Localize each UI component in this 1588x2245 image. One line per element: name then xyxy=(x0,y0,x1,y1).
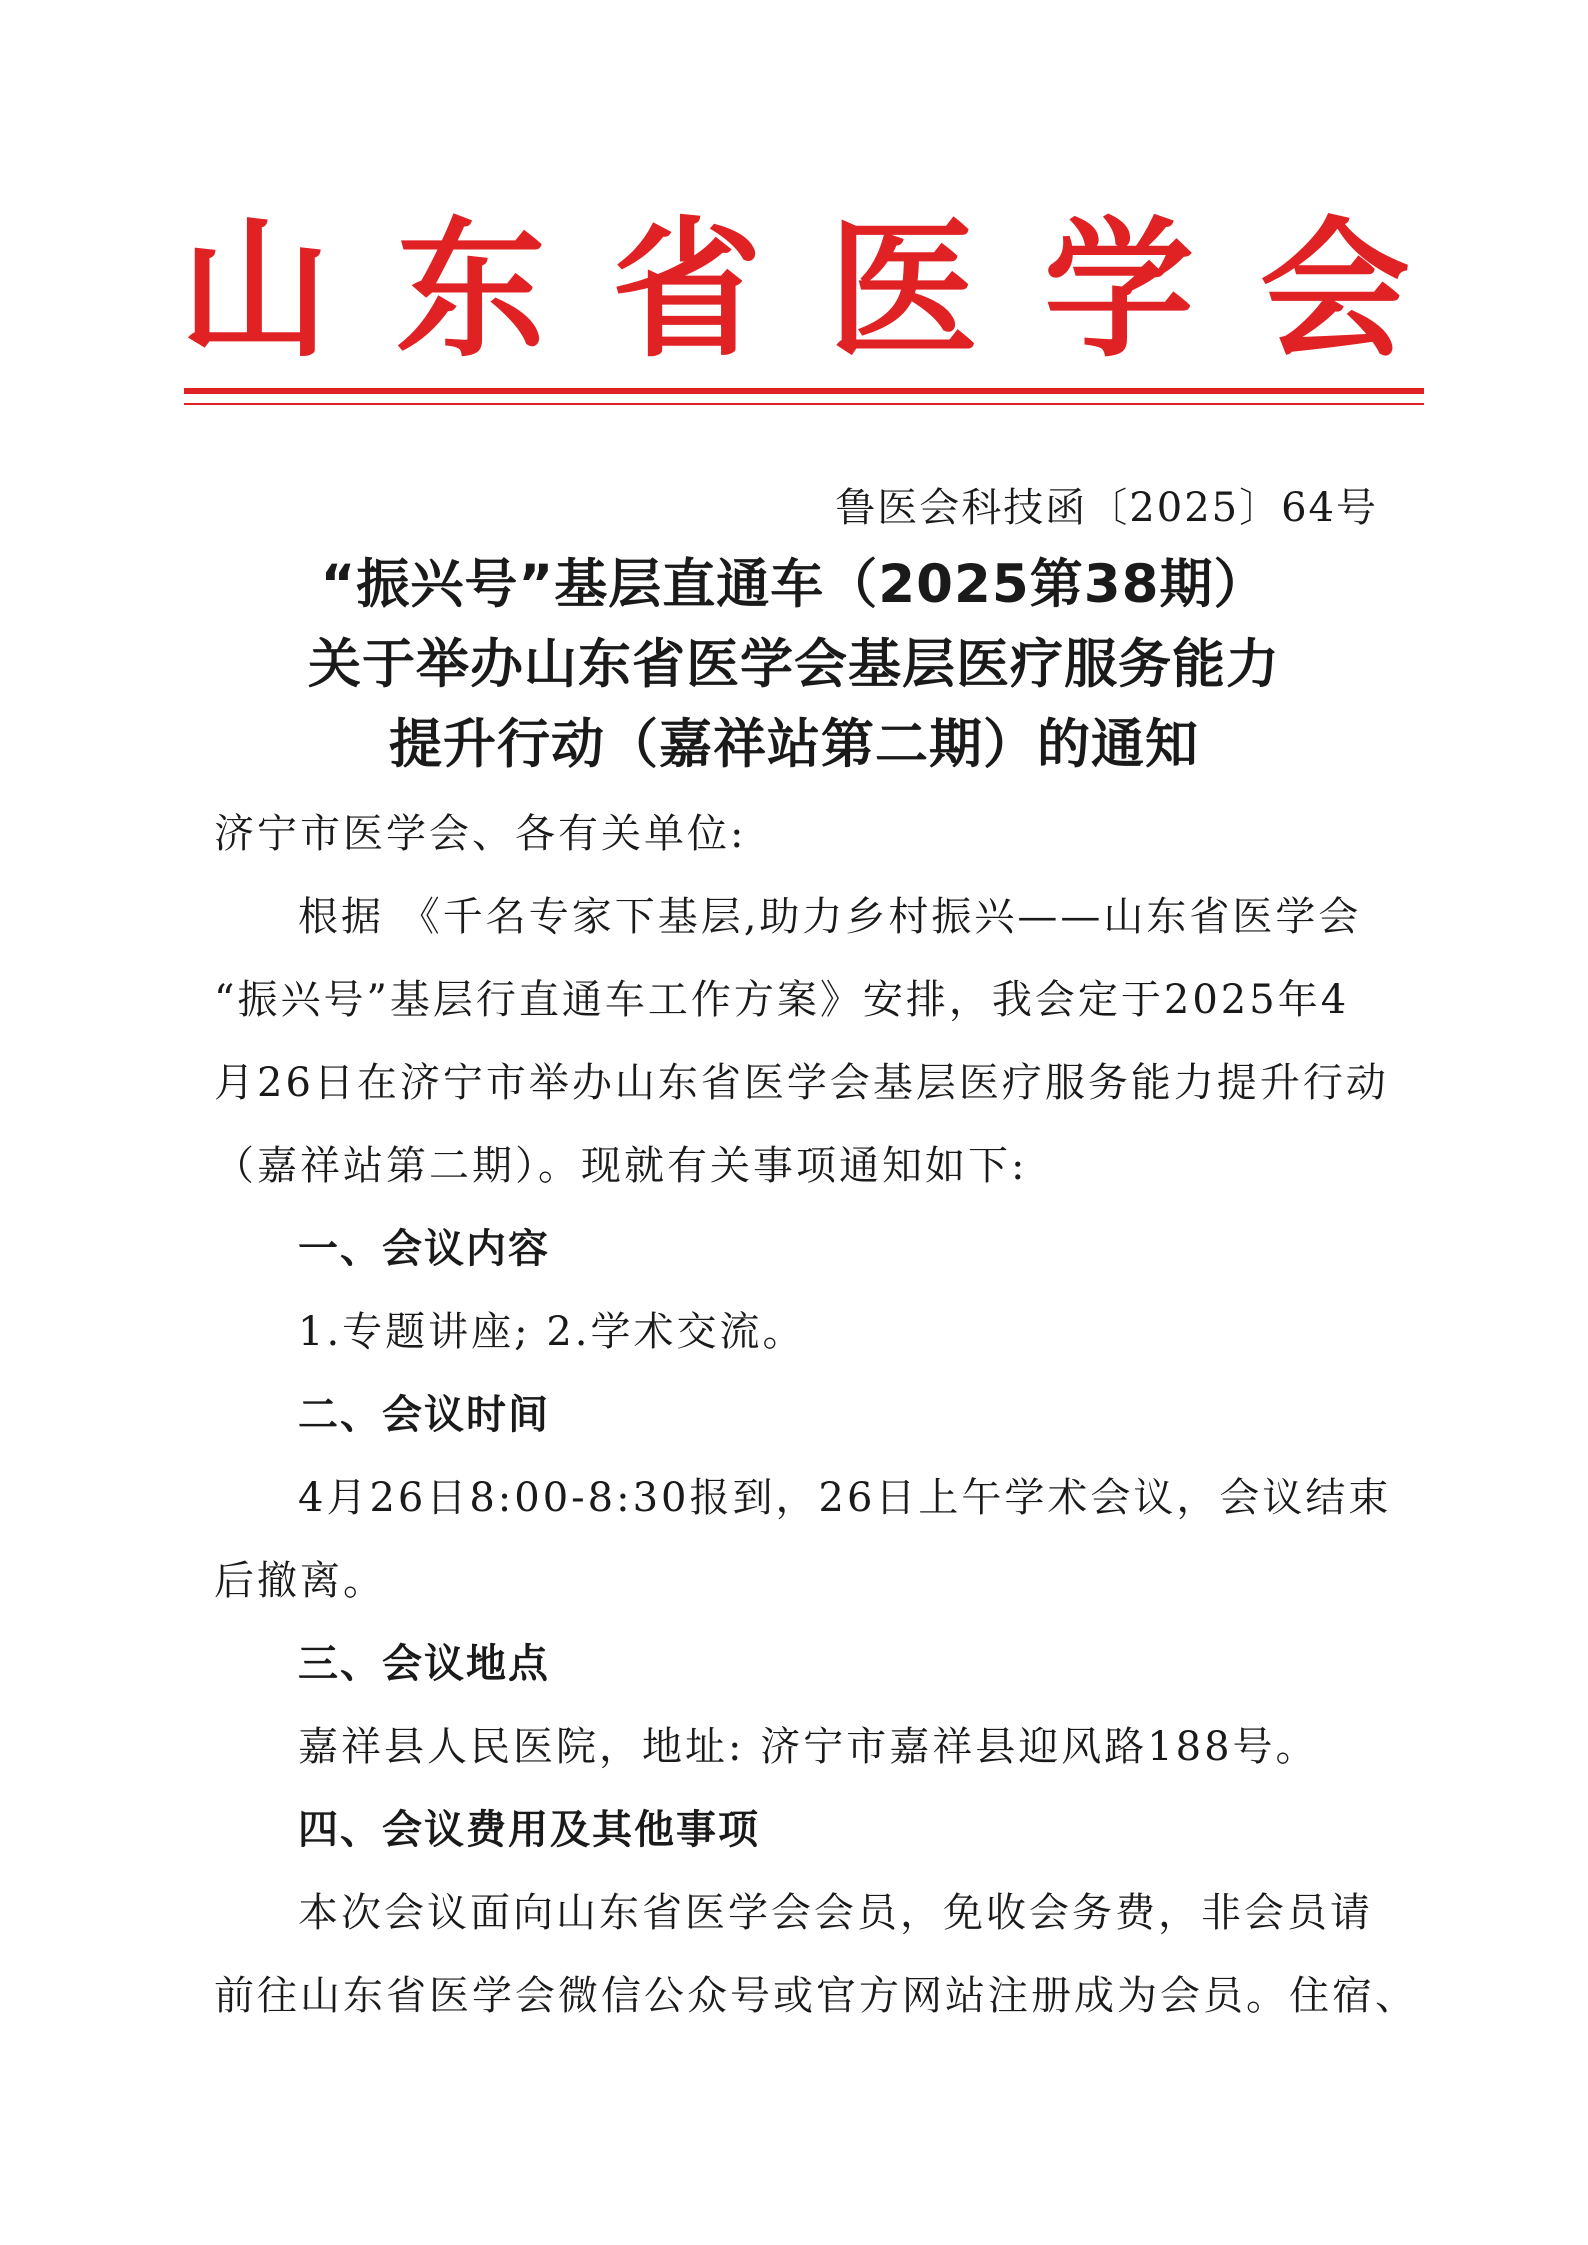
title-line: 提升行动（嘉祥站第二期）的通知 xyxy=(389,714,1199,775)
section-body-fees: 前往山东省医学会微信公众号或官方网站注册成为会员。住宿、 xyxy=(214,1973,1418,2019)
intro-line: 根据 《千名专家下基层,助力乡村振兴——山东省医学会 xyxy=(298,894,1362,940)
intro-line: 月26日在济宁市举办山东省医学会基层医疗服务能力提升行动 xyxy=(214,1060,1389,1106)
intro-line: （嘉祥站第二期）。现就有关事项通知如下: xyxy=(214,1143,1028,1189)
org-header-char: 东 xyxy=(395,202,546,378)
org-header-char: 医 xyxy=(827,202,978,378)
org-header xyxy=(180,202,1410,378)
title-line: “振兴号”基层直通车（2025第38期） xyxy=(320,554,1268,615)
section-heading-fees: 四、会议费用及其他事项 xyxy=(298,1807,760,1853)
org-header-char: 会 xyxy=(1259,202,1410,378)
intro-line: “振兴号”基层行直通车工作方案》安排，我会定于2025年4 xyxy=(214,977,1350,1023)
document-title xyxy=(184,545,1404,785)
section-body-content: 1.专题讲座; 2.学术交流。 xyxy=(298,1309,806,1355)
section-heading-time: 二、会议时间 xyxy=(298,1392,550,1438)
section-heading-location: 三、会议地点 xyxy=(298,1641,550,1687)
header-divider-thin xyxy=(184,403,1424,405)
org-header-char: 学 xyxy=(1043,202,1194,378)
title-line: 关于举办山东省医学会基层医疗服务能力 xyxy=(308,634,1280,695)
section-body-location: 嘉祥县人民医院，地址: 济宁市嘉祥县迎风路188号。 xyxy=(298,1724,1319,1770)
section-heading-content: 一、会议内容 xyxy=(298,1226,550,1272)
org-header-char: 省 xyxy=(611,202,762,378)
document-number: 鲁医会科技函〔2025〕64号 xyxy=(835,485,1378,531)
salutation: 济宁市医学会、各有关单位: xyxy=(214,811,747,857)
section-body-time: 后撤离。 xyxy=(214,1558,386,1604)
header-divider-thick xyxy=(184,388,1424,394)
org-header-char: 山 xyxy=(180,202,331,378)
section-body-fees: 本次会议面向山东省医学会会员，免收会务费，非会员请 xyxy=(298,1890,1373,1936)
section-body-time: 4月26日8:00-8:30报到，26日上午学术会议，会议结束 xyxy=(298,1475,1392,1521)
